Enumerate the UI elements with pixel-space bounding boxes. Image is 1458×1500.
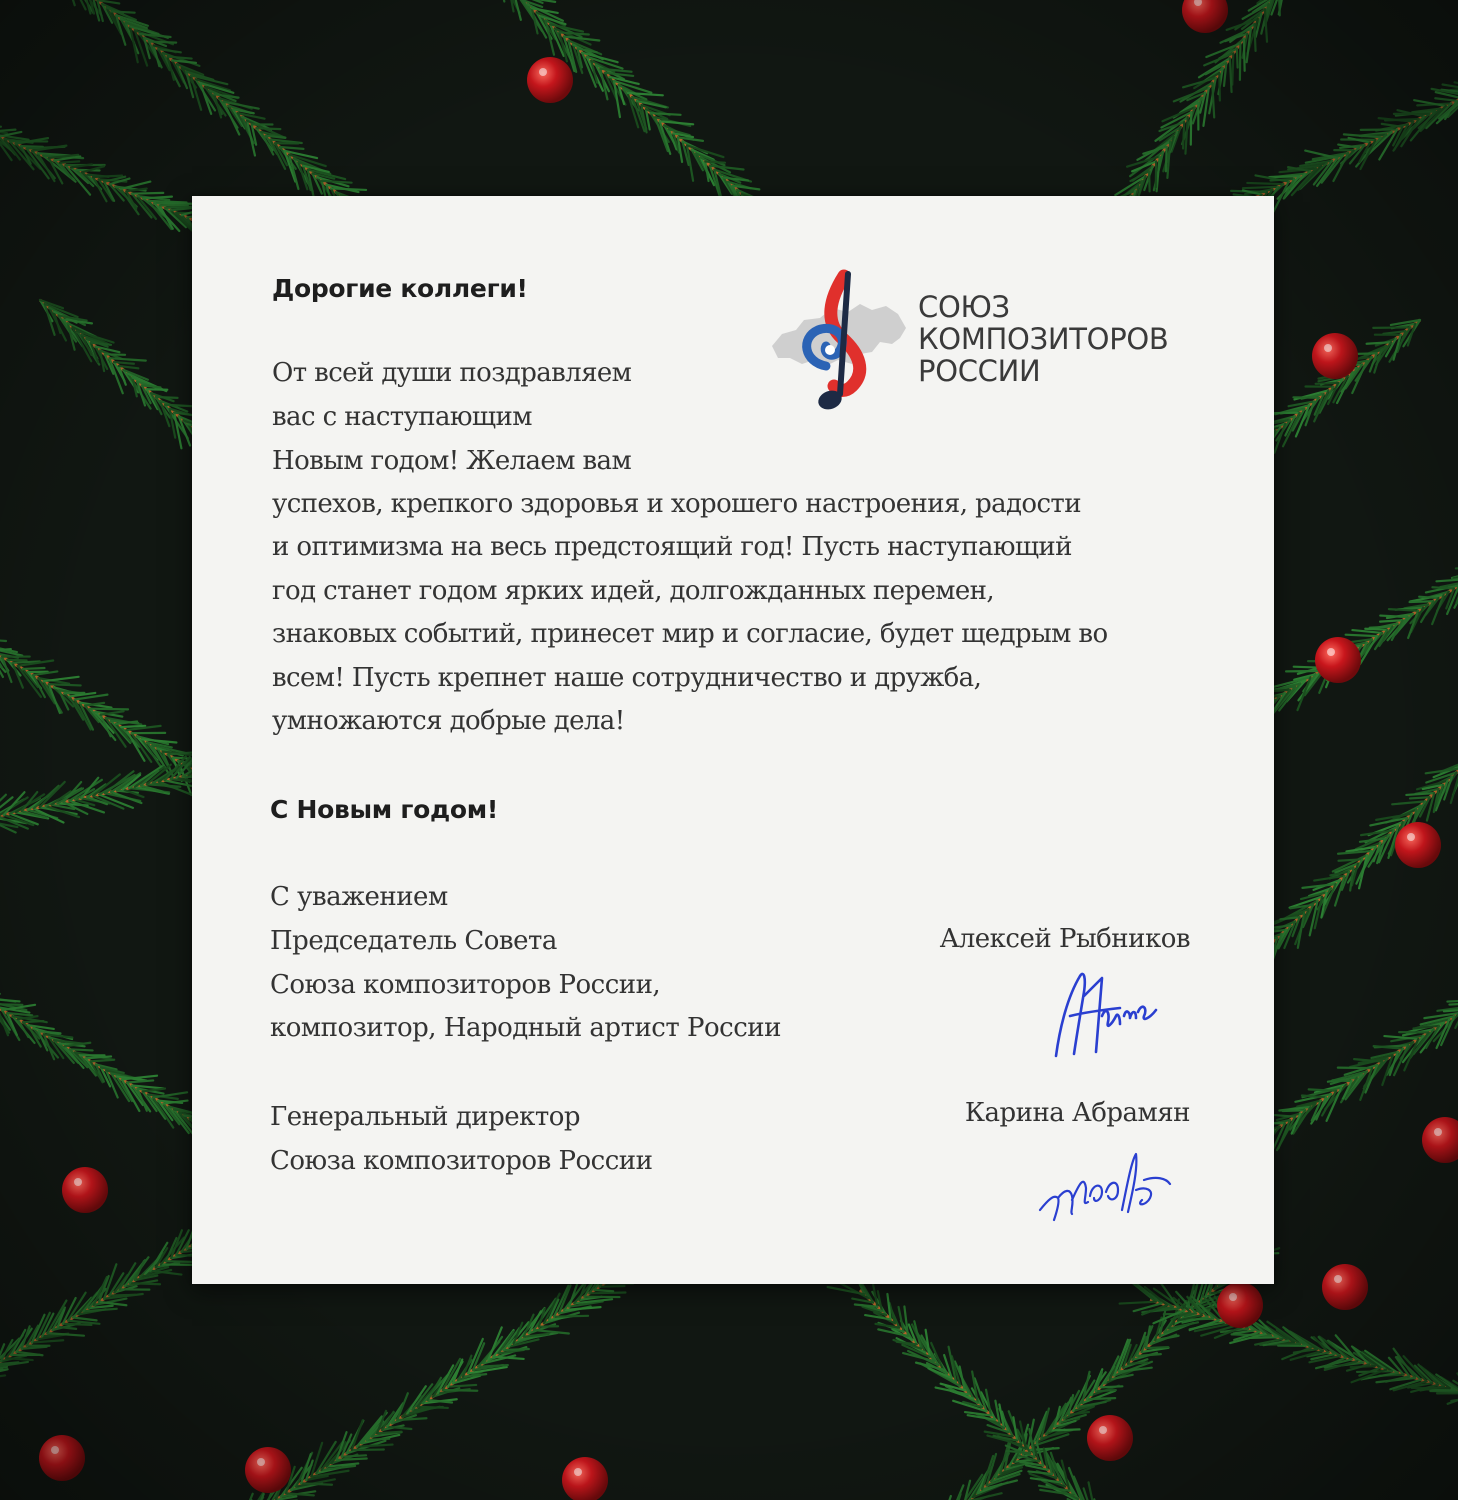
greeting-card: [192, 196, 1274, 1284]
signatory-1-line: Союза композиторов России,: [270, 970, 661, 1000]
signatory-1-line: композитор, Народный артист России: [270, 1013, 781, 1043]
treble-clef-map-emblem: [768, 268, 918, 418]
signature-1: [1040, 956, 1180, 1066]
composers-union-logo: [768, 268, 1198, 418]
signatory-2-name: Карина Абрамян: [964, 1098, 1190, 1128]
body-line: От всей души поздравляем: [272, 358, 632, 388]
greeting-heading: Дорогие коллеги!: [272, 274, 528, 303]
body-line: вас с наступающим: [272, 402, 532, 432]
signature-2: [1032, 1140, 1182, 1230]
body-line: год станет годом ярких идей, долгожданных перемен,: [272, 576, 995, 606]
body-line: и оптимизма на весь предстоящий год! Пусть наступающий: [272, 532, 1072, 562]
body-line: умножаются добрые дела!: [272, 706, 625, 736]
body-line: успехов, крепкого здоровья и хорошего настроения, радости: [272, 489, 1081, 519]
closing-heading: С Новым годом!: [270, 795, 498, 824]
logo-line-1: СОЮЗ: [918, 290, 1010, 324]
signatory-2-line: Генеральный директор: [270, 1102, 581, 1132]
signatory-1-line: Председатель Совета: [270, 926, 557, 956]
body-line: всем! Пусть крепнет наше сотрудничество и дружба,: [272, 663, 982, 693]
signatory-1-name: Алексей Рыбников: [939, 924, 1190, 954]
logo-line-3: РОССИИ: [918, 354, 1041, 388]
body-line: знаковых событий, принесет мир и согласие, будет щедрым во: [272, 619, 1108, 649]
signatory-1-line: С уважением: [270, 882, 448, 912]
body-line: Новым годом! Желаем вам: [272, 446, 632, 476]
logo-line-2: КОМПОЗИТОРОВ: [918, 322, 1169, 356]
signatory-2-line: Союза композиторов России: [270, 1146, 653, 1176]
